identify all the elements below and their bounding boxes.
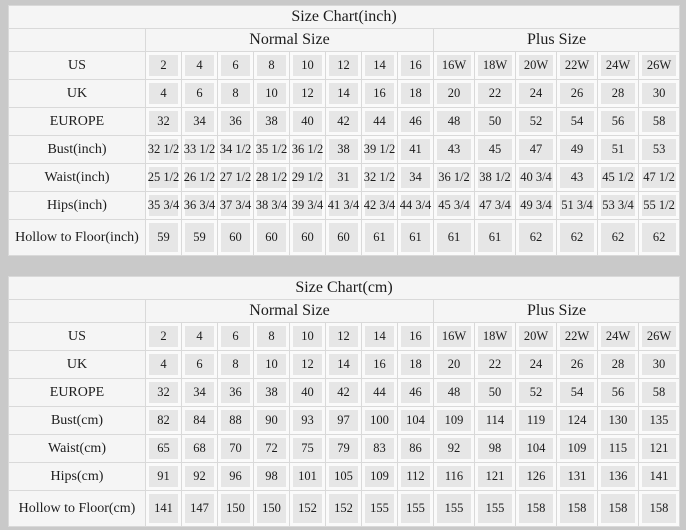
table-row <box>9 220 680 256</box>
normal-size-header: Normal Size <box>146 300 434 323</box>
size-value-cell: 109 <box>557 435 598 463</box>
size-value-cell: 52 <box>516 108 557 136</box>
size-value-cell: 131 <box>557 463 598 491</box>
size-value-cell: 60 <box>290 220 326 256</box>
size-value-cell: 61 <box>434 220 475 256</box>
size-value-cell: 24 <box>516 80 557 108</box>
size-value-cell: 4 <box>146 351 182 379</box>
size-value-cell: 4 <box>146 80 182 108</box>
size-value-cell: 59 <box>146 220 182 256</box>
size-value-cell: 10 <box>290 323 326 351</box>
size-value-cell: 18W <box>475 323 516 351</box>
size-value-cell: 46 <box>398 379 434 407</box>
table-row <box>9 351 680 379</box>
size-value-cell: 90 <box>254 407 290 435</box>
size-value-cell: 28 <box>598 351 639 379</box>
size-value-cell: 62 <box>557 220 598 256</box>
size-value-cell: 109 <box>362 463 398 491</box>
size-value-cell: 36 3/4 <box>182 192 218 220</box>
size-value-cell: 41 <box>398 136 434 164</box>
size-value-cell: 14 <box>362 323 398 351</box>
size-value-cell: 45 <box>475 136 516 164</box>
size-value-cell: 26 <box>557 80 598 108</box>
size-value-cell: 32 <box>146 379 182 407</box>
size-value-cell: 51 <box>598 136 639 164</box>
size-value-cell: 52 <box>516 379 557 407</box>
size-value-cell: 114 <box>475 407 516 435</box>
table-row <box>9 164 680 192</box>
size-value-cell: 35 1/2 <box>254 136 290 164</box>
size-value-cell: 45 1/2 <box>598 164 639 192</box>
size-value-cell: 42 3/4 <box>362 192 398 220</box>
size-value-cell: 43 <box>557 164 598 192</box>
size-value-cell: 53 <box>639 136 680 164</box>
size-value-cell: 136 <box>598 463 639 491</box>
size-value-cell: 88 <box>218 407 254 435</box>
size-value-cell: 130 <box>598 407 639 435</box>
size-value-cell: 35 3/4 <box>146 192 182 220</box>
size-value-cell: 158 <box>516 491 557 527</box>
plus-size-header: Plus Size <box>434 300 680 323</box>
size-value-cell: 36 <box>218 108 254 136</box>
plus-size-header: Plus Size <box>434 29 680 52</box>
size-value-cell: 158 <box>639 491 680 527</box>
size-value-cell: 26 <box>557 351 598 379</box>
size-value-cell: 98 <box>254 463 290 491</box>
size-value-cell: 50 <box>475 108 516 136</box>
size-value-cell: 14 <box>362 52 398 80</box>
size-value-cell: 97 <box>326 407 362 435</box>
size-value-cell: 24W <box>598 323 639 351</box>
row-label: Hollow to Floor(cm) <box>9 491 146 527</box>
size-value-cell: 155 <box>475 491 516 527</box>
size-value-cell: 58 <box>639 379 680 407</box>
size-value-cell: 44 3/4 <box>398 192 434 220</box>
size-value-cell: 54 <box>557 379 598 407</box>
size-value-cell: 33 1/2 <box>182 136 218 164</box>
size-value-cell: 47 1/2 <box>639 164 680 192</box>
size-value-cell: 20 <box>434 351 475 379</box>
size-value-cell: 65 <box>146 435 182 463</box>
size-value-cell: 70 <box>218 435 254 463</box>
size-value-cell: 20W <box>516 52 557 80</box>
column-group-row <box>9 29 680 52</box>
size-value-cell: 34 1/2 <box>218 136 254 164</box>
size-value-cell: 109 <box>434 407 475 435</box>
size-value-cell: 38 1/2 <box>475 164 516 192</box>
size-value-cell: 135 <box>639 407 680 435</box>
size-chart-inch-table <box>8 5 680 256</box>
size-value-cell: 40 <box>290 379 326 407</box>
size-value-cell: 40 3/4 <box>516 164 557 192</box>
size-value-cell: 152 <box>326 491 362 527</box>
size-value-cell: 119 <box>516 407 557 435</box>
size-value-cell: 83 <box>362 435 398 463</box>
size-value-cell: 48 <box>434 108 475 136</box>
table-row <box>9 407 680 435</box>
row-label: Hips(inch) <box>9 192 146 220</box>
size-value-cell: 14 <box>326 80 362 108</box>
table-row <box>9 435 680 463</box>
size-value-cell: 42 <box>326 379 362 407</box>
size-value-cell: 104 <box>516 435 557 463</box>
column-group-row <box>9 300 680 323</box>
size-value-cell: 30 <box>639 80 680 108</box>
size-value-cell: 101 <box>290 463 326 491</box>
table-row <box>9 463 680 491</box>
row-label: UK <box>9 351 146 379</box>
size-value-cell: 61 <box>475 220 516 256</box>
size-value-cell: 141 <box>639 463 680 491</box>
size-value-cell: 32 <box>146 108 182 136</box>
row-label: Hollow to Floor(inch) <box>9 220 146 256</box>
size-value-cell: 61 <box>398 220 434 256</box>
blank-corner-cell <box>9 300 146 323</box>
table-row <box>9 379 680 407</box>
size-chart-cm-table <box>8 276 680 527</box>
size-value-cell: 62 <box>639 220 680 256</box>
size-value-cell: 147 <box>182 491 218 527</box>
size-value-cell: 121 <box>475 463 516 491</box>
size-value-cell: 155 <box>434 491 475 527</box>
size-value-cell: 18 <box>398 351 434 379</box>
size-value-cell: 62 <box>516 220 557 256</box>
size-value-cell: 49 3/4 <box>516 192 557 220</box>
size-value-cell: 30 <box>639 351 680 379</box>
table-row <box>9 192 680 220</box>
size-value-cell: 32 1/2 <box>362 164 398 192</box>
size-value-cell: 16 <box>398 52 434 80</box>
size-value-cell: 92 <box>182 463 218 491</box>
table-row <box>9 80 680 108</box>
size-value-cell: 12 <box>326 323 362 351</box>
size-value-cell: 116 <box>434 463 475 491</box>
size-value-cell: 158 <box>557 491 598 527</box>
row-label: Waist(cm) <box>9 435 146 463</box>
size-value-cell: 59 <box>182 220 218 256</box>
table-row <box>9 323 680 351</box>
row-label: EUROPE <box>9 379 146 407</box>
size-value-cell: 126 <box>516 463 557 491</box>
size-value-cell: 22W <box>557 323 598 351</box>
size-value-cell: 24W <box>598 52 639 80</box>
row-label: Bust(cm) <box>9 407 146 435</box>
table-title-row <box>9 277 680 300</box>
size-value-cell: 79 <box>326 435 362 463</box>
size-value-cell: 22 <box>475 80 516 108</box>
table-row <box>9 136 680 164</box>
size-value-cell: 27 1/2 <box>218 164 254 192</box>
size-value-cell: 93 <box>290 407 326 435</box>
size-value-cell: 96 <box>218 463 254 491</box>
table-row <box>9 52 680 80</box>
size-value-cell: 100 <box>362 407 398 435</box>
size-value-cell: 141 <box>146 491 182 527</box>
size-value-cell: 150 <box>254 491 290 527</box>
table-row <box>9 491 680 527</box>
size-value-cell: 22W <box>557 52 598 80</box>
size-value-cell: 36 <box>218 379 254 407</box>
size-value-cell: 72 <box>254 435 290 463</box>
size-value-cell: 38 <box>326 136 362 164</box>
size-value-cell: 51 3/4 <box>557 192 598 220</box>
size-value-cell: 56 <box>598 108 639 136</box>
size-value-cell: 12 <box>326 52 362 80</box>
size-value-cell: 124 <box>557 407 598 435</box>
size-value-cell: 18 <box>398 80 434 108</box>
size-chart-cm-body <box>9 323 680 527</box>
size-value-cell: 38 3/4 <box>254 192 290 220</box>
size-value-cell: 20 <box>434 80 475 108</box>
size-value-cell: 29 1/2 <box>290 164 326 192</box>
size-value-cell: 47 3/4 <box>475 192 516 220</box>
size-value-cell: 121 <box>639 435 680 463</box>
size-value-cell: 58 <box>639 108 680 136</box>
size-value-cell: 6 <box>218 52 254 80</box>
size-value-cell: 10 <box>290 52 326 80</box>
size-value-cell: 34 <box>182 108 218 136</box>
size-value-cell: 37 3/4 <box>218 192 254 220</box>
size-value-cell: 86 <box>398 435 434 463</box>
size-chart-inch-body <box>9 52 680 256</box>
row-label: Waist(inch) <box>9 164 146 192</box>
size-value-cell: 24 <box>516 351 557 379</box>
size-value-cell: 54 <box>557 108 598 136</box>
size-value-cell: 36 1/2 <box>290 136 326 164</box>
size-value-cell: 8 <box>218 351 254 379</box>
size-value-cell: 14 <box>326 351 362 379</box>
normal-size-header: Normal Size <box>146 29 434 52</box>
size-value-cell: 32 1/2 <box>146 136 182 164</box>
size-value-cell: 42 <box>326 108 362 136</box>
row-label: UK <box>9 80 146 108</box>
row-label: EUROPE <box>9 108 146 136</box>
size-value-cell: 8 <box>218 80 254 108</box>
size-value-cell: 45 3/4 <box>434 192 475 220</box>
size-value-cell: 38 <box>254 108 290 136</box>
size-value-cell: 34 <box>398 164 434 192</box>
table-title: Size Chart(cm) <box>9 277 680 300</box>
size-value-cell: 4 <box>182 52 218 80</box>
size-value-cell: 12 <box>290 80 326 108</box>
size-value-cell: 53 3/4 <box>598 192 639 220</box>
size-value-cell: 43 <box>434 136 475 164</box>
size-value-cell: 34 <box>182 379 218 407</box>
size-value-cell: 49 <box>557 136 598 164</box>
size-value-cell: 60 <box>326 220 362 256</box>
size-value-cell: 155 <box>362 491 398 527</box>
size-value-cell: 26W <box>639 323 680 351</box>
size-value-cell: 31 <box>326 164 362 192</box>
size-value-cell: 8 <box>254 52 290 80</box>
size-value-cell: 91 <box>146 463 182 491</box>
size-value-cell: 10 <box>254 80 290 108</box>
size-value-cell: 2 <box>146 323 182 351</box>
size-value-cell: 55 1/2 <box>639 192 680 220</box>
size-value-cell: 105 <box>326 463 362 491</box>
size-value-cell: 104 <box>398 407 434 435</box>
size-value-cell: 16 <box>362 80 398 108</box>
size-value-cell: 98 <box>475 435 516 463</box>
size-value-cell: 18W <box>475 52 516 80</box>
size-value-cell: 16 <box>398 323 434 351</box>
size-value-cell: 8 <box>254 323 290 351</box>
row-label: US <box>9 323 146 351</box>
blank-corner-cell <box>9 29 146 52</box>
size-value-cell: 62 <box>598 220 639 256</box>
size-value-cell: 75 <box>290 435 326 463</box>
size-value-cell: 68 <box>182 435 218 463</box>
size-value-cell: 6 <box>218 323 254 351</box>
size-value-cell: 150 <box>218 491 254 527</box>
size-value-cell: 26 1/2 <box>182 164 218 192</box>
size-value-cell: 44 <box>362 379 398 407</box>
table-title: Size Chart(inch) <box>9 6 680 29</box>
size-value-cell: 41 3/4 <box>326 192 362 220</box>
size-value-cell: 39 1/2 <box>362 136 398 164</box>
size-value-cell: 12 <box>290 351 326 379</box>
row-label: US <box>9 52 146 80</box>
size-value-cell: 112 <box>398 463 434 491</box>
size-value-cell: 47 <box>516 136 557 164</box>
size-value-cell: 56 <box>598 379 639 407</box>
size-value-cell: 115 <box>598 435 639 463</box>
table-row <box>9 108 680 136</box>
size-value-cell: 38 <box>254 379 290 407</box>
size-value-cell: 6 <box>182 80 218 108</box>
size-value-cell: 46 <box>398 108 434 136</box>
size-value-cell: 28 1/2 <box>254 164 290 192</box>
size-value-cell: 84 <box>182 407 218 435</box>
size-value-cell: 16 <box>362 351 398 379</box>
row-label: Bust(inch) <box>9 136 146 164</box>
size-value-cell: 10 <box>254 351 290 379</box>
size-value-cell: 39 3/4 <box>290 192 326 220</box>
size-value-cell: 2 <box>146 52 182 80</box>
size-value-cell: 28 <box>598 80 639 108</box>
table-title-row <box>9 6 680 29</box>
size-value-cell: 50 <box>475 379 516 407</box>
size-value-cell: 82 <box>146 407 182 435</box>
size-value-cell: 60 <box>218 220 254 256</box>
size-value-cell: 92 <box>434 435 475 463</box>
size-value-cell: 20W <box>516 323 557 351</box>
size-value-cell: 48 <box>434 379 475 407</box>
size-value-cell: 36 1/2 <box>434 164 475 192</box>
size-value-cell: 6 <box>182 351 218 379</box>
size-value-cell: 16W <box>434 52 475 80</box>
size-value-cell: 26W <box>639 52 680 80</box>
size-value-cell: 22 <box>475 351 516 379</box>
size-value-cell: 25 1/2 <box>146 164 182 192</box>
size-value-cell: 61 <box>362 220 398 256</box>
size-value-cell: 152 <box>290 491 326 527</box>
size-value-cell: 4 <box>182 323 218 351</box>
row-label: Hips(cm) <box>9 463 146 491</box>
size-value-cell: 158 <box>598 491 639 527</box>
size-value-cell: 16W <box>434 323 475 351</box>
size-value-cell: 155 <box>398 491 434 527</box>
size-value-cell: 60 <box>254 220 290 256</box>
size-value-cell: 40 <box>290 108 326 136</box>
size-value-cell: 44 <box>362 108 398 136</box>
